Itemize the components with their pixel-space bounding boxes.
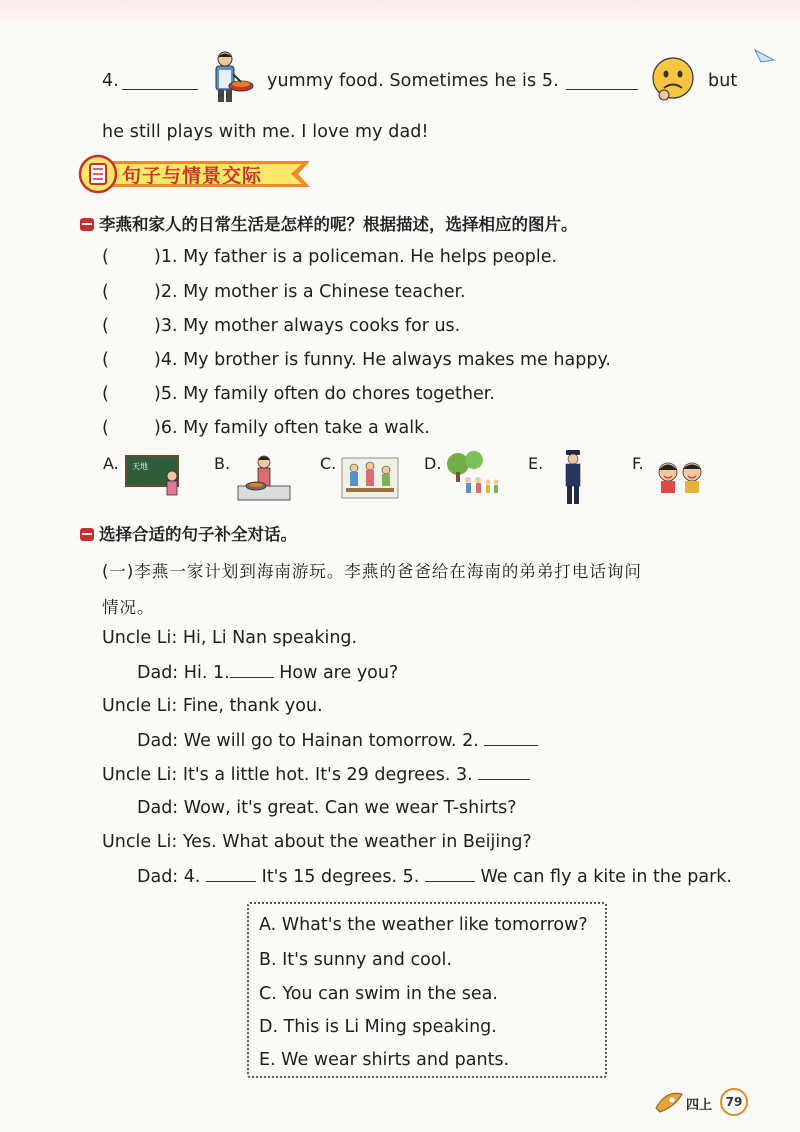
dialog-line-6 <box>137 797 517 819</box>
teacher-blackboard-picture <box>124 452 184 498</box>
dialog-blank-3[interactable] <box>478 763 530 780</box>
option-label-d: D. <box>424 454 442 473</box>
dialog-line-5 <box>102 763 530 786</box>
speaker: Uncle Li: <box>102 765 178 785</box>
speaker: Dad: <box>137 798 179 818</box>
dialog-text: Fine, thank you. <box>182 696 323 716</box>
task-marker-icon <box>80 528 94 541</box>
task1-instruction-text: 李燕和家人的日常生活是怎样的呢？根据描述，选择相应的图片。 <box>99 215 578 234</box>
task1-item-2 <box>102 281 466 303</box>
dialog-line-7 <box>102 831 532 853</box>
item-text: )6. My family often take a walk. <box>154 418 430 438</box>
dialog-text: It's 15 degrees. 5. <box>261 867 420 887</box>
paper-plane-icon <box>752 46 778 72</box>
dialog-line-2 <box>137 661 398 684</box>
page-number: 79 <box>720 1088 748 1116</box>
choice-b: B. It's sunny and cool. <box>259 950 452 970</box>
task1-item-1 <box>102 246 557 268</box>
dialog-text: Wow, it's great. Can we wear T-shirts? <box>183 798 517 818</box>
task1-item-6 <box>102 417 430 439</box>
speaker: Uncle Li: <box>102 696 178 716</box>
dialog-blank-1[interactable] <box>230 661 274 678</box>
option-label-e: E. <box>528 454 544 473</box>
answer-blank-5[interactable] <box>566 73 638 90</box>
dialog-text: Hi. 1. <box>183 663 230 683</box>
choice-c: C. You can swim in the sea. <box>259 984 498 1004</box>
dialog-line-8 <box>137 865 732 888</box>
rocket-icon <box>652 1086 688 1114</box>
dialog-text: It's a little hot. It's 29 degrees. 3. <box>182 765 473 785</box>
task2-instruction <box>80 524 297 546</box>
dialog-text: We can fly a kite in the park. <box>480 867 732 887</box>
answer-blank-4[interactable] <box>122 73 198 90</box>
family-walk-picture <box>444 450 504 500</box>
grade-label: 四上 <box>686 1098 713 1113</box>
top-decoration <box>0 0 800 28</box>
answer-paren-4[interactable]: ( <box>102 350 109 370</box>
mother-cooking-picture <box>234 452 294 506</box>
choice-e: E. We wear shirts and pants. <box>259 1050 510 1070</box>
answer-paren-3[interactable]: ( <box>102 316 109 336</box>
speaker: Dad: <box>137 663 179 683</box>
option-label-b: B. <box>214 454 231 473</box>
choices-box <box>247 902 607 1078</box>
task2-intro-line1: (一)李燕一家计划到海南游玩。李燕的爸爸给在海南的弟弟打电话询问 <box>102 562 642 581</box>
family-chores-picture <box>340 452 400 500</box>
task1-item-3 <box>102 315 460 337</box>
answer-paren-2[interactable]: ( <box>102 282 109 302</box>
line2-text: he still plays with me. I love my dad! <box>102 122 429 142</box>
choice-d: D. This is Li Ming speaking. <box>259 1017 497 1037</box>
dialog-line-4 <box>137 729 538 752</box>
task1-instruction <box>80 214 578 236</box>
dialog-text: We will go to Hainan tomorrow. 2. <box>183 731 479 751</box>
section-title: 句子与情景交际 <box>122 165 263 187</box>
dialog-blank-5[interactable] <box>425 865 475 882</box>
dialog-text: Hi, Li Nan speaking. <box>182 628 358 648</box>
dialog-text: Yes. What about the weather in Beijing? <box>182 832 532 852</box>
option-label-f: F. <box>632 454 644 473</box>
item-text: )4. My brother is funny. He always makes me happy. <box>154 350 611 370</box>
speaker: Uncle Li: <box>102 832 178 852</box>
answer-paren-5[interactable]: ( <box>102 384 109 404</box>
task2-intro-line2: 情况。 <box>102 598 155 617</box>
item-text: )1. My father is a policeman. He helps people. <box>154 247 558 267</box>
option-label-c: C. <box>320 454 337 473</box>
answer-paren-6[interactable]: ( <box>102 418 109 438</box>
board-text: 天地 <box>132 462 148 471</box>
sad-face-icon <box>650 55 696 105</box>
line1-but: but <box>708 71 738 91</box>
item-text: )5. My family often do chores together. <box>154 384 495 404</box>
dialog-line-1 <box>102 627 357 649</box>
speaker: Dad: <box>137 867 179 887</box>
choice-a: A. What's the weather like tomorrow? <box>259 915 588 935</box>
dialog-text: How are you? <box>279 663 399 683</box>
speaker: Uncle Li: <box>102 628 178 648</box>
item-text: )2. My mother is a Chinese teacher. <box>154 282 466 302</box>
task-marker-icon <box>80 218 94 231</box>
task1-item-5 <box>102 383 495 405</box>
policeman-picture <box>561 448 585 506</box>
dialog-line-3 <box>102 695 323 717</box>
line1-text: yummy food. Sometimes he is 5. <box>267 71 559 91</box>
dialog-blank-4[interactable] <box>206 865 256 882</box>
dialog-blank-2[interactable] <box>484 729 538 746</box>
answer-paren-1[interactable]: ( <box>102 247 109 267</box>
dad-cooking-picture <box>203 48 257 106</box>
item-text: )3. My mother always cooks for us. <box>154 316 461 336</box>
item-number-4: 4. <box>102 71 119 91</box>
task2-instruction-text: 选择合适的句子补全对话。 <box>99 525 297 544</box>
funny-brother-picture <box>652 458 710 498</box>
speaker: Dad: <box>137 731 179 751</box>
task1-item-4 <box>102 349 611 371</box>
option-label-a: A. <box>103 454 119 473</box>
dialog-text: 4. <box>183 867 201 887</box>
